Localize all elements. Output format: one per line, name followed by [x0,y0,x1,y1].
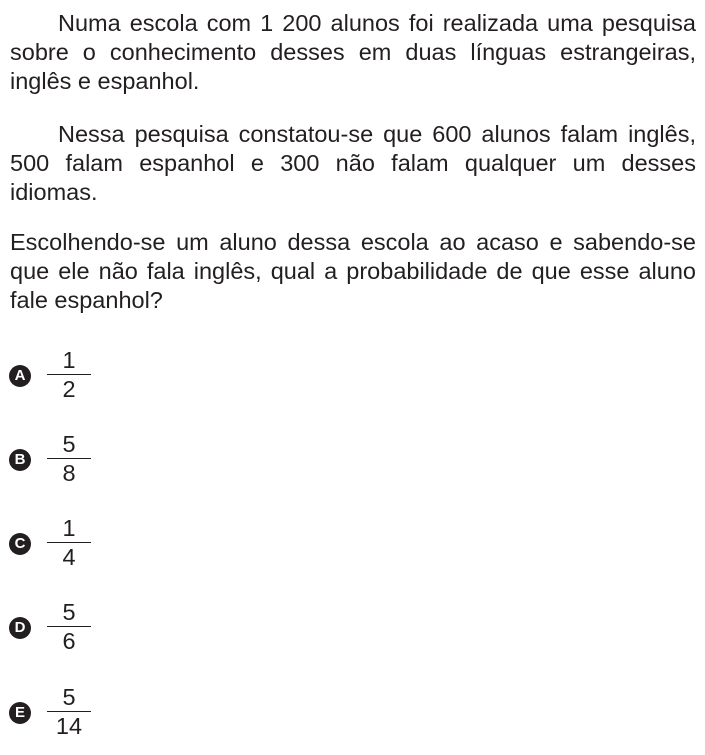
option-c[interactable] [9,515,209,571]
option-a-numerator: 1 [62,347,76,373]
option-b-fraction [47,431,91,486]
fraction-bar [47,458,91,459]
option-b-denominator: 8 [62,460,76,486]
option-d-numerator: 5 [62,599,76,625]
option-a[interactable] [9,347,209,403]
option-e-numerator: 5 [62,684,76,710]
option-e-denominator: 14 [55,713,83,739]
paragraph-2-text: Nessa pesquisa constatou-se que 600 alunos falam inglês, 500 falam espanhol e 300 não falam qualquer um desses idiomas. [10,121,696,205]
option-b-numerator: 5 [62,431,76,457]
fraction-bar [47,542,91,543]
option-c-numerator: 1 [62,515,76,541]
option-c-fraction [47,515,91,570]
option-e-letter-badge: E [9,702,31,724]
fraction-bar [47,626,91,627]
option-c-denominator: 4 [62,544,76,570]
option-e[interactable] [9,684,209,740]
option-b[interactable] [9,431,209,487]
option-d[interactable] [9,599,209,655]
question-paragraph-1 [10,9,696,96]
question-paragraph-2 [10,120,696,207]
option-d-letter-badge: D [9,617,31,639]
paragraph-1-text: Numa escola com 1 200 alunos foi realizada uma pesquisa sobre o conhecimento desses em duas línguas estrangeiras, inglês e espanhol. [10,10,696,94]
fraction-bar [47,711,91,712]
option-a-denominator: 2 [62,376,76,402]
option-e-fraction [47,684,91,739]
option-a-letter-badge: A [9,365,31,387]
option-d-fraction [47,599,91,654]
option-a-fraction [47,347,91,402]
paragraph-3-text: Escolhendo-se um aluno dessa escola ao acaso e sabendo-se que ele não fala inglês, qual a probabilidade de que esse aluno fale espanhol? [10,229,696,313]
option-d-denominator: 6 [62,628,76,654]
question-paragraph-3 [10,228,696,315]
option-b-letter-badge: B [9,449,31,471]
option-c-letter-badge: C [9,533,31,555]
fraction-bar [47,374,91,375]
